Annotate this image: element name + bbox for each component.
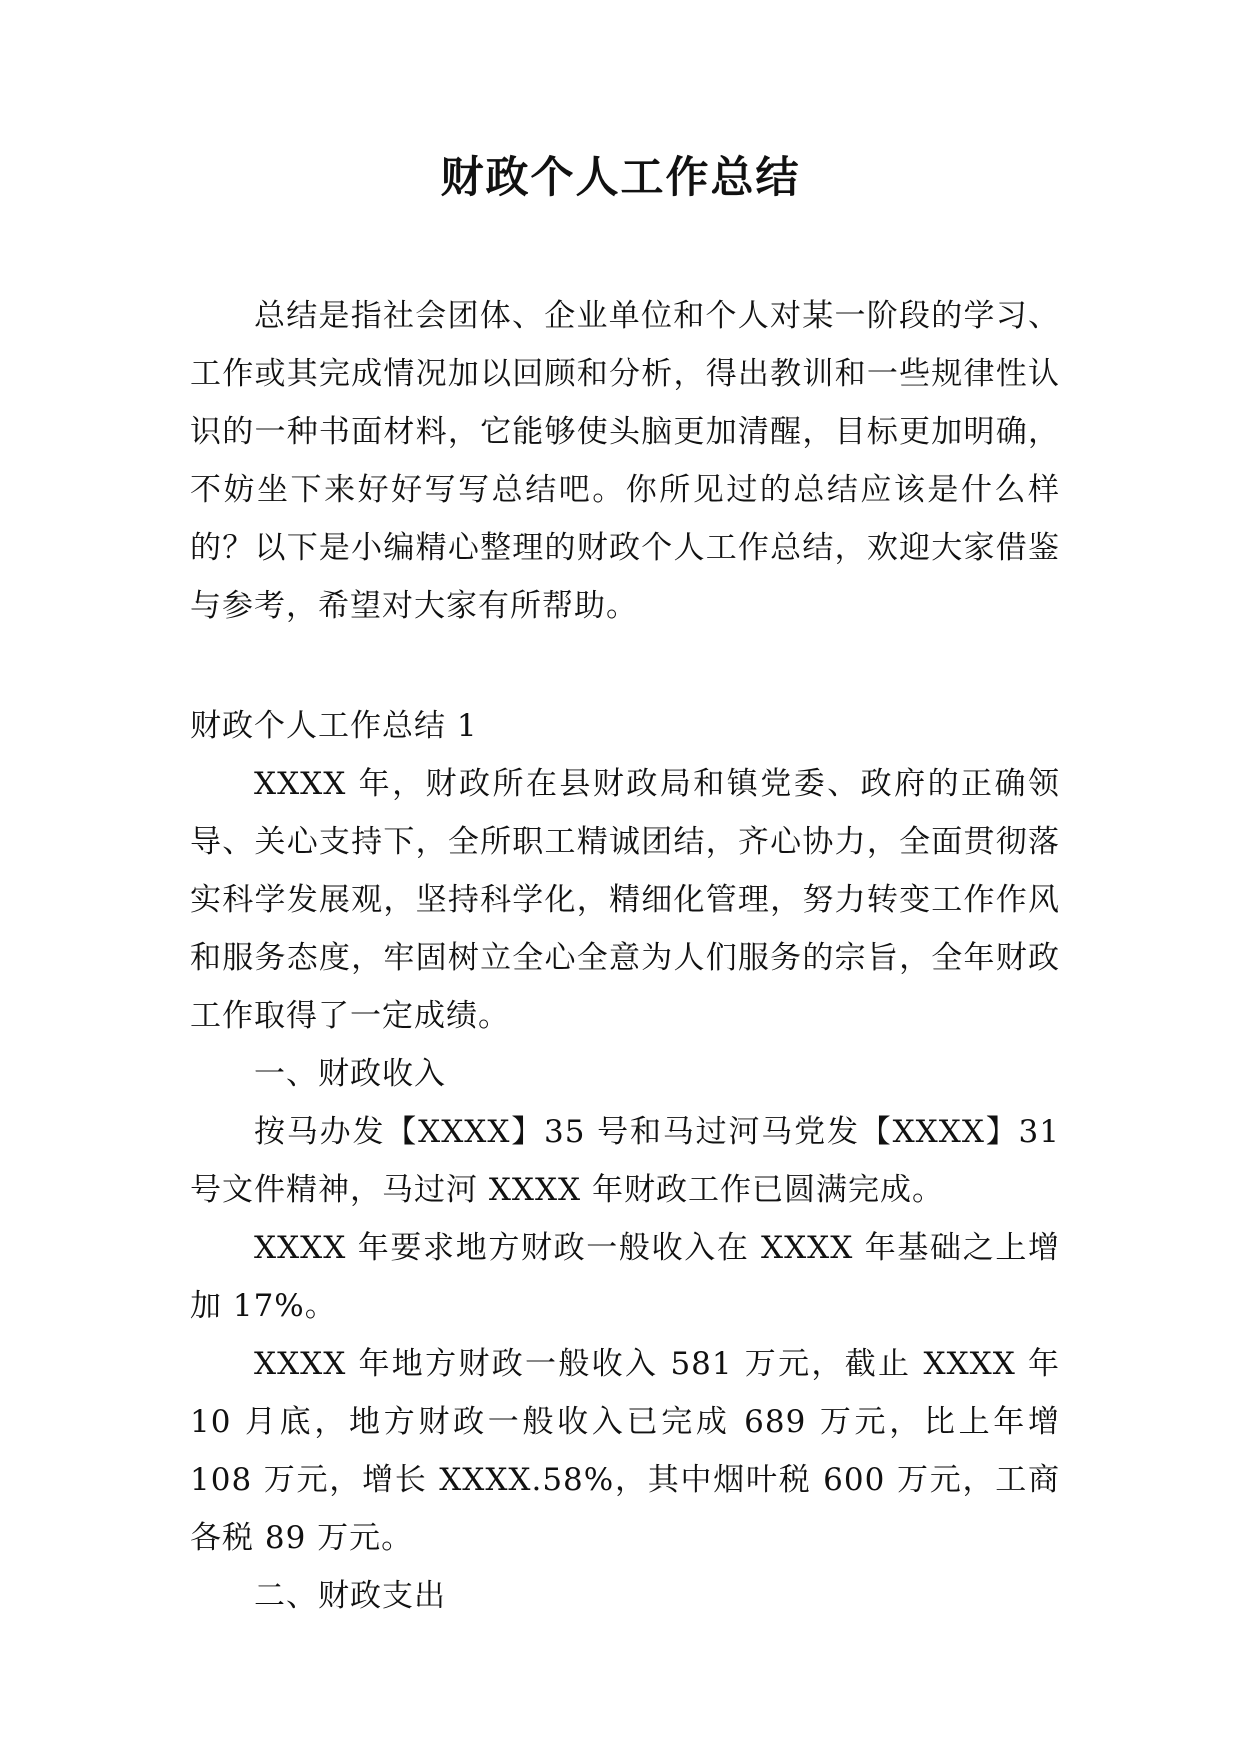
heading-income: 一、财政收入 [254, 1056, 446, 1092]
main-block [190, 697, 1060, 1625]
section-title: 财政个人工作总结 1 [190, 708, 478, 744]
document-title: 财政个人工作总结 [440, 153, 801, 203]
intro-paragraph: 总结是指社会团体、企业单位和个人对某一阶段的学习、工作或其完成情况加以回顾和分析，得出教训和一些规律性认识的一种书面材料，它能够使头脑更加清醒，目标更加明确，不妨坐下来好好写写总结吧。你所见过的总结应该是什么样的？以下是小编精心整理的财政个人工作总结，欢迎大家借鉴与参考，希望对大家有所帮助。 [190, 298, 1060, 624]
paragraph-1: XXXX 年，财政所在县财政局和镇党委、政府的正确领导、关心支持下，全所职工精诚团结，齐心协力，全面贯彻落实科学发展观，坚持科学化，精细化管理，努力转变工作作风和服务态度，牢固树立全心全意为人们服务的宗旨，全年财政工作取得了一定成绩。 [190, 766, 1060, 1034]
intro-block [190, 287, 1060, 635]
heading-expenditure: 二、财政支出 [254, 1578, 446, 1614]
paragraph-4: XXXX 年地方财政一般收入 581 万元，截止 XXXX 年 10 月底，地方财政一般收入已完成 689 万元，比上年增 108 万元，增长 XXXX.58%，其中烟叶税 600 万元，工商各税 89 万元。 [190, 1346, 1060, 1556]
paragraph-2: 按马办发【XXXX】35 号和马过河马党发【XXXX】31 号文件精神，马过河 XXXX 年财政工作已圆满完成。 [190, 1114, 1060, 1208]
paragraph-3: XXXX 年要求地方财政一般收入在 XXXX 年基础之上增加 17%。 [190, 1230, 1060, 1324]
